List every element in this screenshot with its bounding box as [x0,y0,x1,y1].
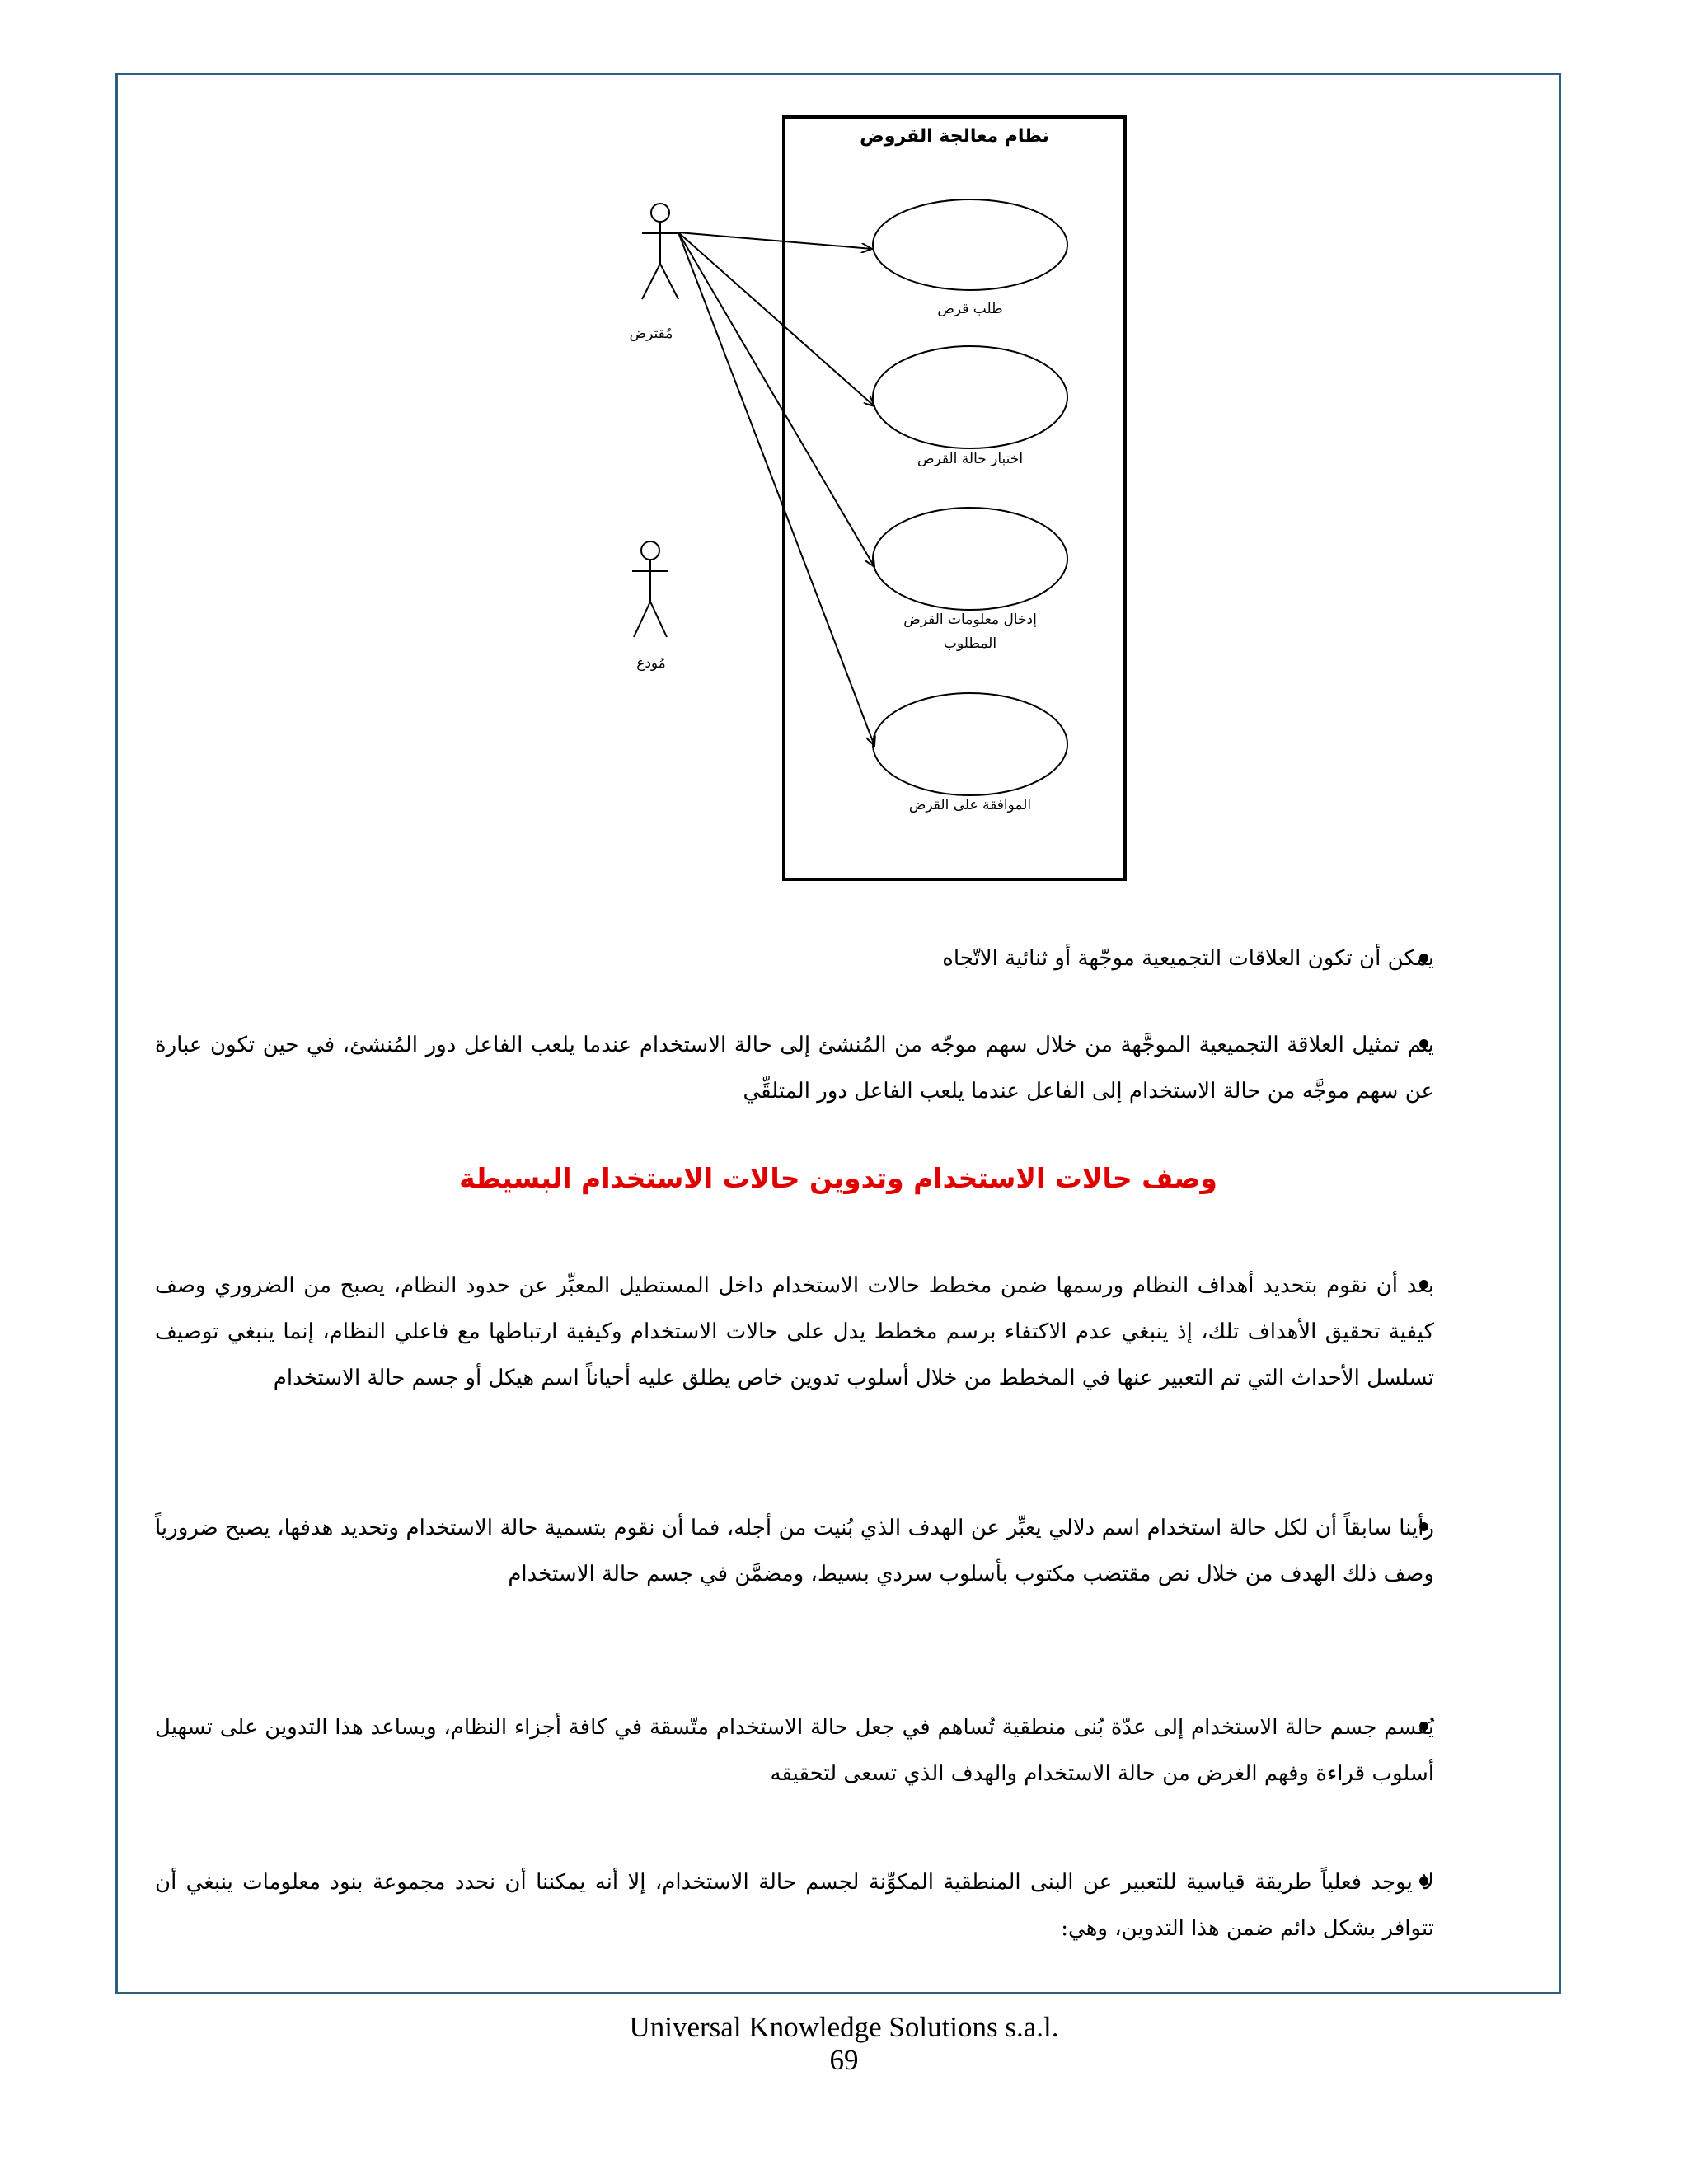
arrow-borrower-request [678,232,872,249]
use-case-request-loan [873,199,1067,290]
use-case-approve-loan [873,693,1067,795]
use-case-approve-loan-label: الموافقة على القرض [908,797,1032,813]
actor-depositor-figure [632,541,668,637]
bullet-intro-1: يمكن أن تكون العلاقات التجميعية موجّهة أو ثنائية الاتّجاه [942,946,1434,971]
footer-page-number: 69 [829,2044,859,2076]
use-case-enter-loan-info-label-2: المطلوب [943,635,997,652]
system-title: نظام معالجة القروض [860,126,1049,147]
use-case-request-loan-label: طلب قرض [937,301,1003,317]
bullet-main-3: يُقسم جسم حالة الاستخدام إلى عدّة بُنى منطقية تُساهم في جعل حالة الاستخدام متّسقة في كافة أجزاء النظام، ويساعد هذا التدوين على تسهيل أسلوب قراءة وفهم الغرض من حالة الاستخدام والهدف الذي تسعى لتحقيقه [155,1715,1434,1786]
arrow-borrower-status [678,232,874,406]
arrow-borrower-approve [678,232,874,746]
arrow-borrower-enter-info [678,232,874,567]
actor-depositor-label: مُودع [636,655,666,672]
use-case-check-loan-status [873,346,1067,448]
bullet-main-4: لا يوجد فعلياً طريقة قياسية للتعبير عن البنى المنطقية المكوِّنة لجسم حالة الاستخدام، إلا أنه يمكننا أن نحدد مجموعة بنود معلومات ينبغي أن تتوافر بشكل دائم ضمن هذا التدوين، وهي: [155,1870,1434,1941]
bullet-main-1: بعد أن نقوم بتحديد أهداف النظام ورسمها ضمن مخطط حالات الاستخدام داخل المستطيل المعبِّر عن حدود النظام، يصبح من الضروري وصف كيفية تحقيق الأهداف تلك، إذ ينبغي عدم الاكتفاء برسم مخطط يدل على حالات الاستخدام وكيفية ارتباطها مع فاعلي النظام، إنما ينبغي توصيف تسلسل الأحداث التي تم التعبير عنها في المخطط من خلال أسلوب تدوين خاص يطلق عليه أحياناً اسم هيكل أو جسم حالة الاستخدام [155,1273,1434,1390]
section-heading: وصف حالات الاستخدام وتدوين حالات الاستخدام البسيطة [459,1162,1217,1194]
actor-borrower-label: مُقترض [629,326,673,342]
use-case-diagram [0,0,1688,907]
use-case-enter-loan-info-label-1: إدخال معلومات القرض [903,612,1037,628]
footer-company: Universal Knowledge Solutions s.a.l. [629,2011,1059,2043]
bullet-intro-2: يتم تمثيل العلاقة التجميعية الموجَّهة من خلال سهم موجّه من المُنشئ إلى حالة الاستخدام عندما يلعب الفاعل دور المُنشئ، في حين تكون عبارة عن سهم موجَّه من حالة الاستخدام إلى الفاعل عندما يلعب الفاعل دور المتلقِّي [155,1033,1434,1104]
use-case-check-loan-status-label: اختبار حالة القرض [917,451,1024,467]
use-case-enter-loan-info [873,508,1067,610]
bullet-main-2: رأينا سابقاً أن لكل حالة استخدام اسم دلالي يعبِّر عن الهدف الذي بُنيت من أجله، فما أن نقوم بتسمية حالة الاستخدام وتحديد هدفها، يصبح ضرورياً وصف ذلك الهدف من خلال نص مقتضب مكتوب بأسلوب سردي بسيط، ومضمَّن في جسم حالة الاستخدام [155,1516,1434,1586]
actor-borrower-figure [642,204,678,299]
